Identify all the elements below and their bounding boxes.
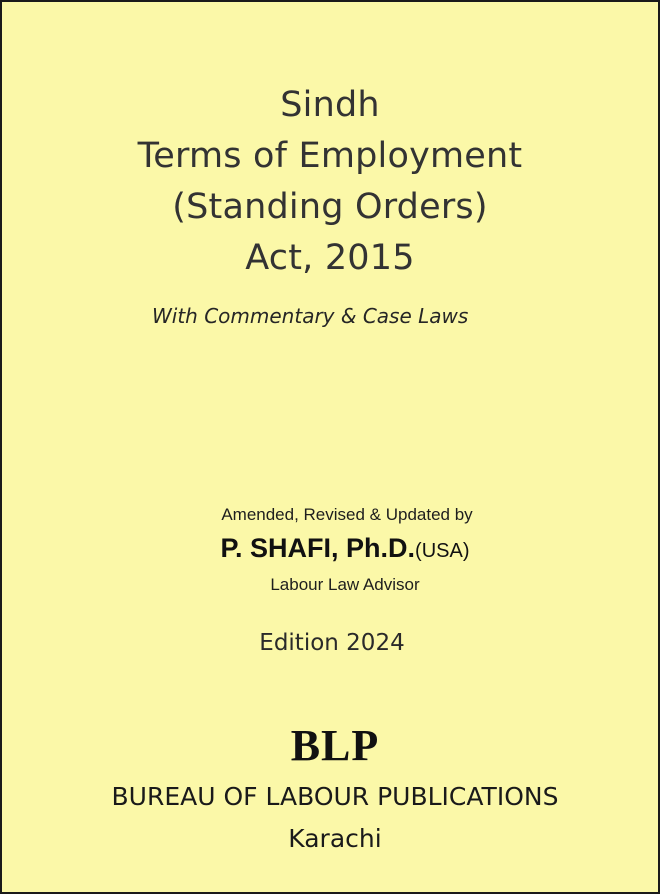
author-line [2, 533, 660, 564]
credit-lead-text: Amended, Revised & Updated by [221, 505, 473, 524]
author-name: P. SHAFI, Ph.D. [220, 533, 416, 563]
publisher-name: BUREAU OF LABOUR PUBLICATIONS [111, 782, 559, 811]
book-subtitle: With Commentary & Case Laws [152, 304, 469, 328]
publisher-city: Karachi [288, 824, 382, 853]
title-line-region: Sindh [280, 85, 380, 125]
author-country: (USA) [415, 540, 470, 562]
title-line-act-year: Act, 2015 [245, 238, 415, 278]
book-title [2, 80, 658, 284]
title-line-terms: Terms of Employment [137, 136, 523, 176]
title-line-standing-orders: (Standing Orders) [172, 187, 488, 227]
publisher-logo: BLP [290, 721, 380, 770]
edition-label: Edition 2024 [259, 630, 405, 656]
author-role: Labour Law Advisor [270, 575, 420, 594]
